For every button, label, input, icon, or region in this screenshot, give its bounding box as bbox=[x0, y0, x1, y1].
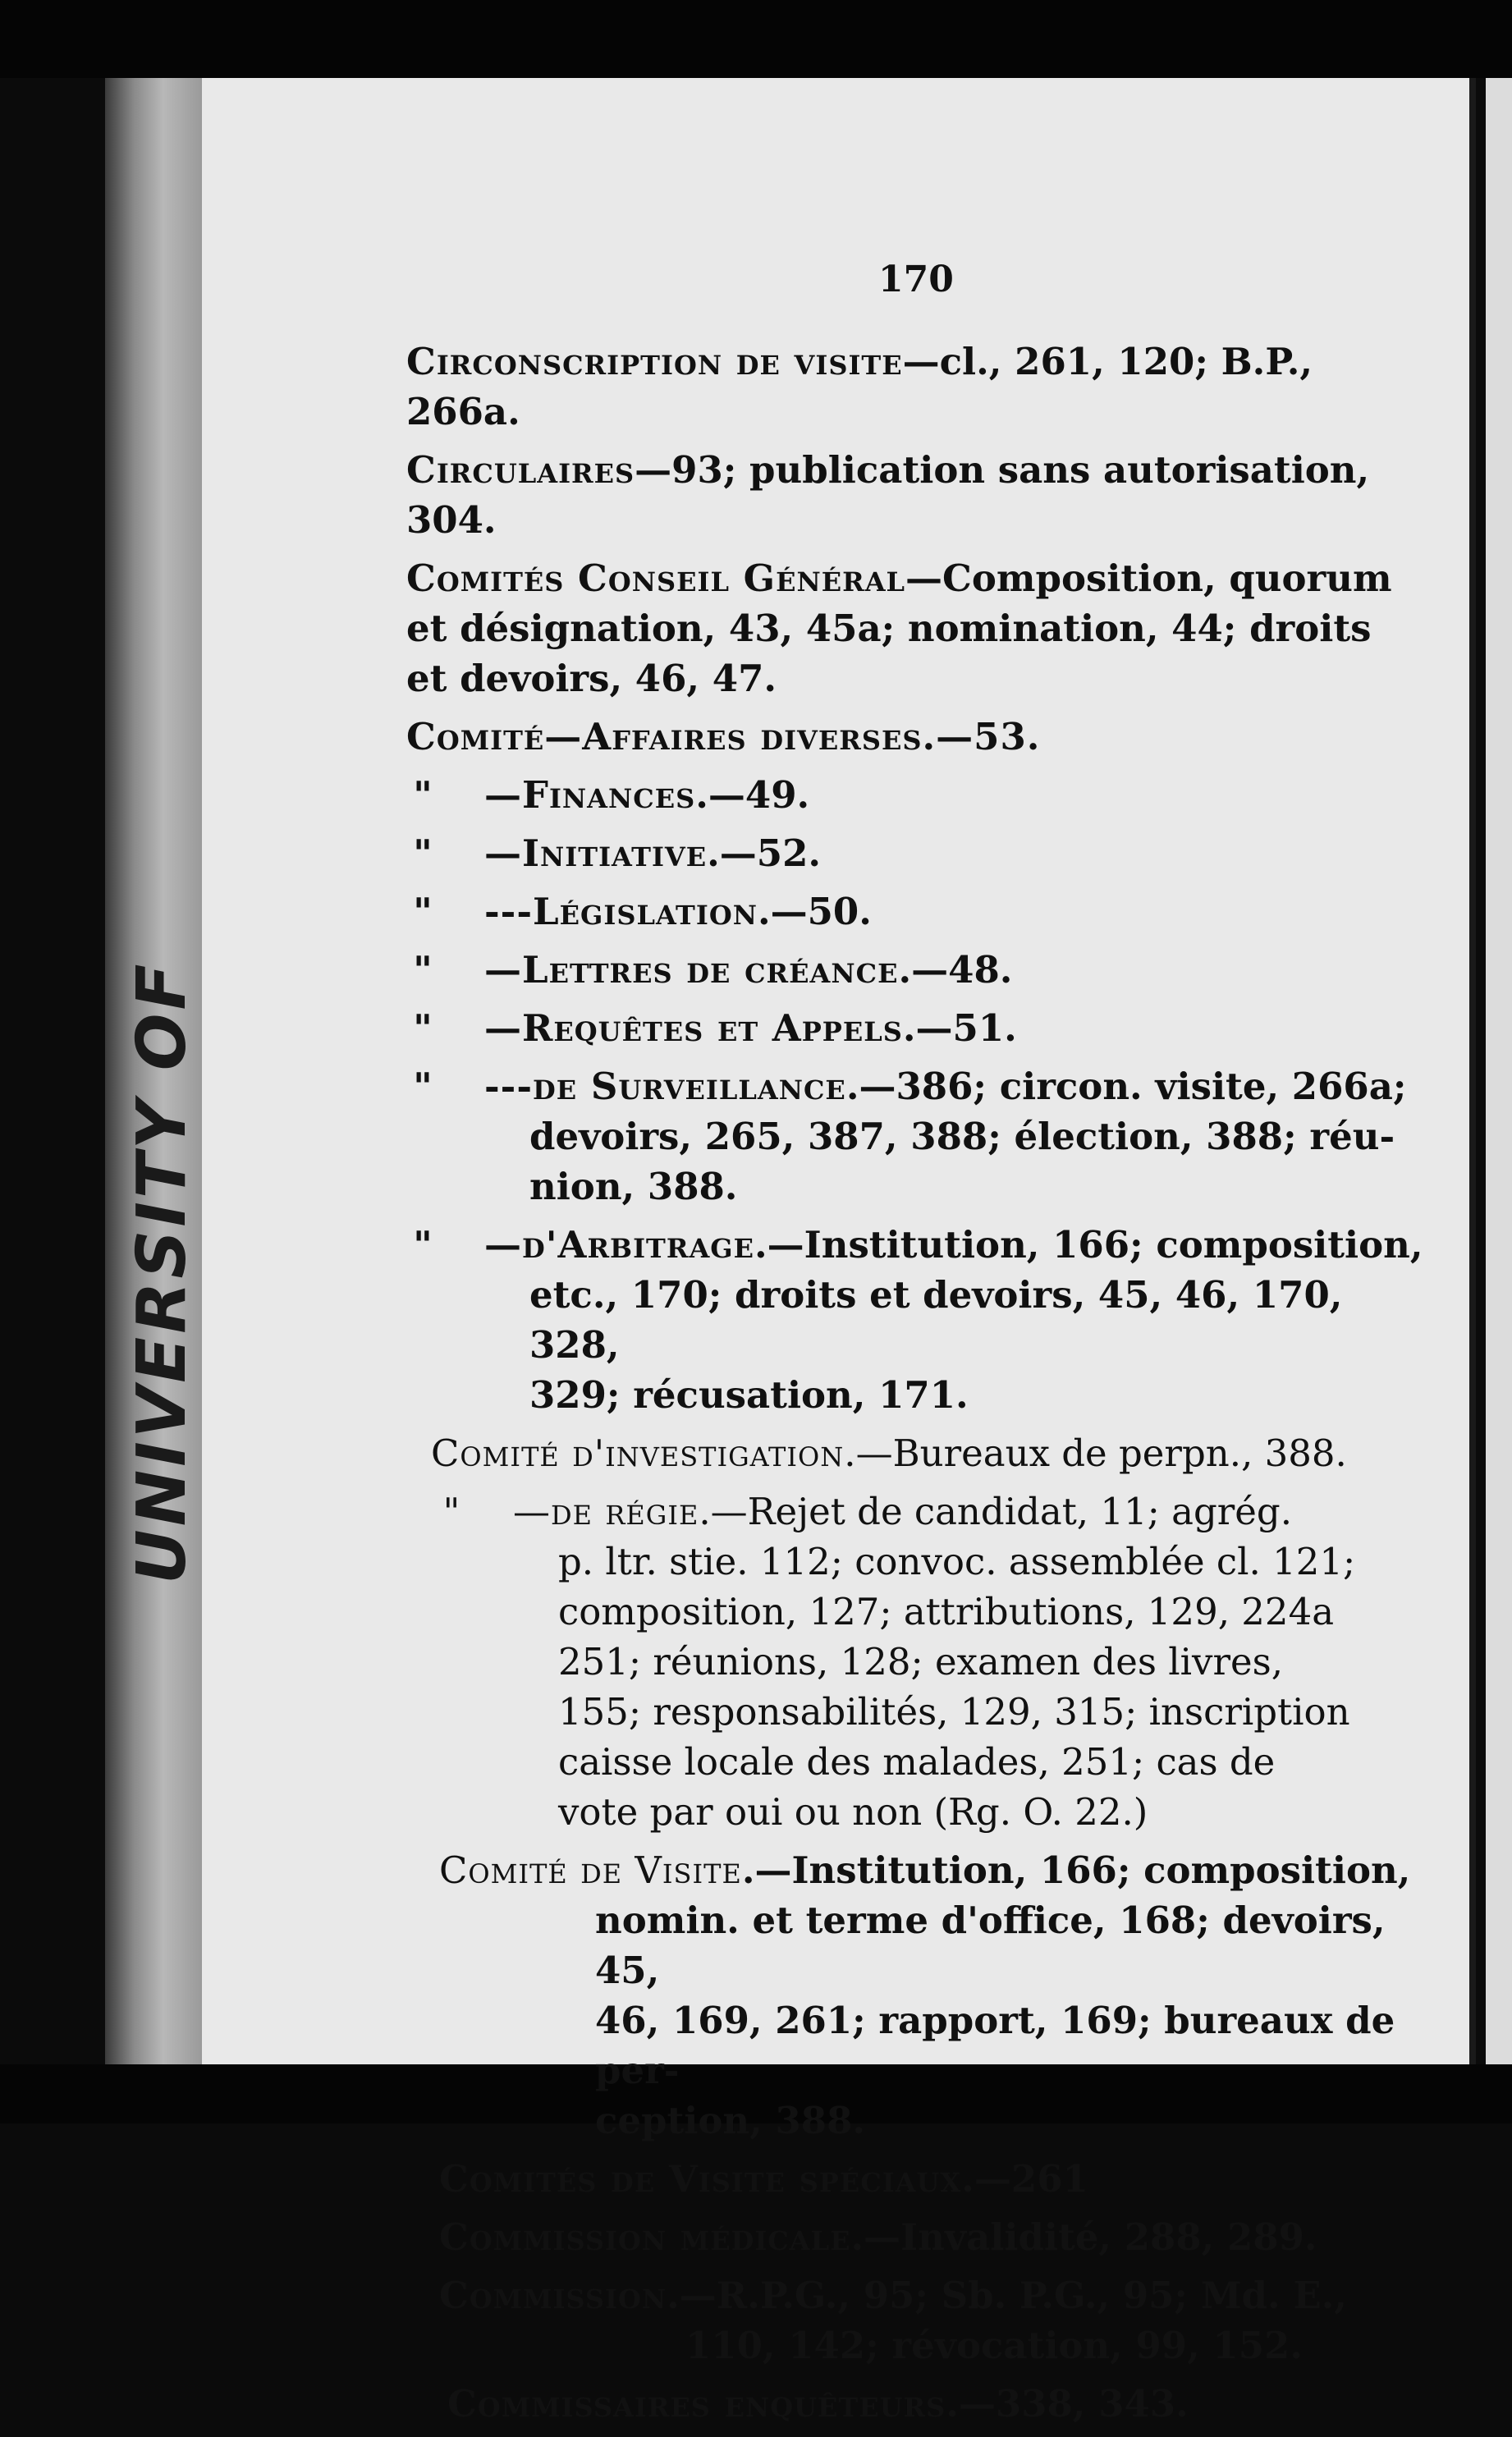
index-subentry-surveillance bbox=[413, 1061, 1436, 1212]
entry-heading: Comités Conseil Général bbox=[406, 557, 906, 600]
index-entry-commissaires bbox=[447, 2379, 1436, 2429]
entry-text: —Composition, quorum bbox=[905, 557, 1392, 600]
index-entries bbox=[406, 337, 1436, 2437]
index-subentry-lettres bbox=[413, 945, 1436, 995]
index-entry-comite bbox=[406, 712, 1436, 762]
ditto-mark: " bbox=[413, 773, 433, 817]
entry-heading: Commissaires enquêteurs bbox=[447, 2382, 946, 2426]
ditto-mark: " bbox=[442, 1490, 460, 1533]
entry-text: .—Rejet de candidat, 11; agrég. bbox=[699, 1490, 1293, 1533]
entry-continuation: ception, 388. bbox=[595, 2099, 866, 2142]
entry-text: —93; publication sans autorisation, 304. bbox=[406, 448, 1370, 542]
entry-text: —cl., 261, 120; B.P., bbox=[902, 340, 1313, 383]
entry-continuation: p. ltr. stie. 112; convoc. assemblée cl. 121; bbox=[558, 1540, 1356, 1583]
index-entry-comite-visite bbox=[439, 1845, 1436, 2146]
entry-continuation: 251; réunions, 128; examen des livres, bbox=[558, 1640, 1283, 1683]
index-subentry-legislation bbox=[413, 886, 1436, 937]
index-subentry-requetes bbox=[413, 1003, 1436, 1053]
entry-text: .—Institution, 166; composition, bbox=[754, 1223, 1423, 1267]
entry-text: .—338, 343. bbox=[946, 2382, 1189, 2426]
entry-heading: Comité bbox=[406, 715, 545, 758]
entry-continuation: 110, 142; révocation, 99, 152. bbox=[685, 2324, 1304, 2367]
entry-continuation: composition, 127; attributions, 129, 224a bbox=[558, 1590, 1335, 1633]
ditto-mark: " bbox=[413, 1065, 433, 1108]
entry-continuation: 329; récusation, 171. bbox=[529, 1373, 969, 1417]
next-page-edge bbox=[1486, 78, 1512, 2064]
entry-text: .—Institution, 166; composition, bbox=[741, 1848, 1411, 1892]
entry-continuation: caisse locale des malades, 251; cas de bbox=[558, 1740, 1276, 1784]
entry-continuation: 155; responsabilités, 129, 315; inscription bbox=[558, 1690, 1350, 1734]
entry-continuation: et devoirs, 46, 47. bbox=[406, 657, 777, 700]
index-entry-circulaires bbox=[406, 445, 1436, 545]
entry-text: .—48. bbox=[898, 948, 1013, 992]
index-entry-comites-speciaux bbox=[439, 2154, 1436, 2204]
entry-heading: —de régie bbox=[513, 1490, 699, 1533]
index-entry-circonscription bbox=[406, 337, 1436, 437]
entry-heading: —Finances bbox=[484, 773, 696, 817]
entry-text: .—Bureaux de perpn., 388. bbox=[844, 1432, 1347, 1475]
entry-text: .—50. bbox=[757, 890, 872, 933]
entry-text: .—51. bbox=[902, 1006, 1017, 1050]
index-subentry-regie bbox=[442, 1486, 1436, 1837]
entry-continuation: devoirs, 265, 387, 388; élection, 388; réu- bbox=[529, 1115, 1395, 1158]
entry-heading: ---Législation bbox=[484, 890, 758, 933]
binding-stamp: UNIVERSITY OF bbox=[123, 960, 201, 1584]
ditto-mark: " bbox=[413, 1006, 433, 1050]
entry-heading: Commission bbox=[439, 2274, 667, 2317]
ditto-mark: " bbox=[413, 1223, 433, 1267]
entry-heading: —Lettres de créance bbox=[484, 948, 899, 992]
ditto-mark: " bbox=[413, 890, 433, 933]
entry-heading: ---de Surveillance bbox=[484, 1065, 846, 1108]
entry-continuation: vote par oui ou non (Rg. O. 22.) bbox=[558, 1790, 1148, 1834]
entry-continuation: nion, 388. bbox=[529, 1165, 738, 1208]
index-entry-investigation bbox=[431, 1428, 1436, 1478]
entry-heading: —d'Arbitrage bbox=[484, 1223, 755, 1267]
entry-continuation: et désignation, 43, 45a; nomination, 44; droits bbox=[406, 607, 1372, 650]
ditto-mark: " bbox=[413, 831, 433, 875]
entry-heading: Comités de Visite spéciaux bbox=[439, 2157, 962, 2201]
entry-heading: —Requêtes et Appels bbox=[484, 1006, 903, 1050]
index-entry-commission bbox=[439, 2270, 1436, 2371]
index-entry-commission-medicale bbox=[439, 2212, 1436, 2262]
entry-heading: —Initiative bbox=[484, 831, 708, 875]
index-entry-comites-conseil bbox=[406, 553, 1436, 703]
entry-continuation: 46, 169, 261; rapport, 169; bureaux de per- bbox=[595, 1999, 1395, 2092]
entry-continuation: 266a. bbox=[406, 390, 520, 433]
index-subentry-initiative bbox=[413, 828, 1436, 878]
index-subentry-arbitrage bbox=[413, 1220, 1436, 1420]
ditto-mark: " bbox=[413, 948, 433, 992]
page-edge bbox=[1469, 78, 1476, 2064]
entry-text: .—52. bbox=[707, 831, 822, 875]
entry-heading: Comité de Visite bbox=[439, 1848, 742, 1892]
index-subentry-finances bbox=[413, 770, 1436, 820]
entry-heading: Circulaires bbox=[406, 448, 635, 492]
entry-text: .—386; circon. visite, 266a; bbox=[845, 1065, 1407, 1108]
entry-heading: Commission médicale bbox=[439, 2215, 851, 2259]
entry-text: .—R.P.G., 95; Sb. P.G., 95; Md. E., bbox=[667, 2274, 1347, 2317]
entry-text: .—261 bbox=[961, 2157, 1088, 2201]
scan-border-top bbox=[0, 0, 1512, 78]
entry-text: —Affaires diverses.—53. bbox=[544, 715, 1041, 758]
entry-text: .—Invalidité, 288, 289. bbox=[850, 2215, 1317, 2259]
entry-continuation: etc., 170; droits et devoirs, 45, 46, 170, 328, bbox=[529, 1273, 1343, 1367]
entry-continuation: nomin. et terme d'office, 168; devoirs, 45, bbox=[595, 1899, 1386, 1992]
page-number: 170 bbox=[878, 259, 954, 300]
entry-heading: Circonscription de visite bbox=[406, 340, 903, 383]
entry-heading: Comité d'investigation bbox=[431, 1432, 845, 1475]
entry-text: .—49. bbox=[695, 773, 810, 817]
